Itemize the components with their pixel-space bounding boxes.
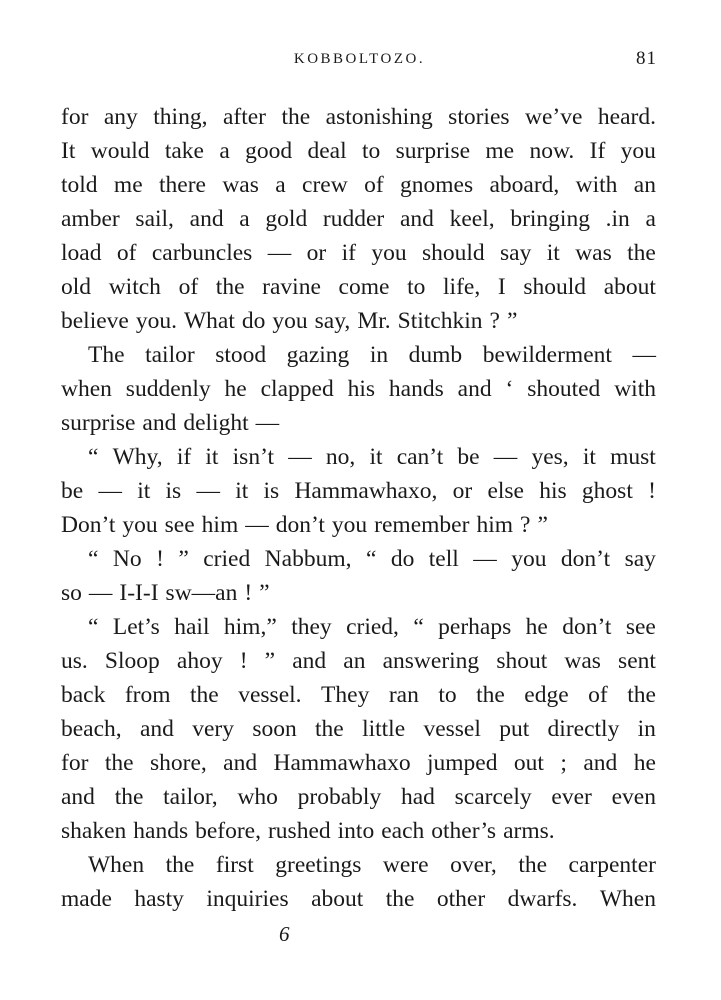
text-line: When the first greetings were over, the carpenter — [88, 852, 656, 878]
text-line: Don’t you see him — don’t you remember him ? ” — [61, 512, 548, 538]
text-line: beach, and very soon the little vessel put directly in — [61, 716, 656, 742]
page-number: 81 — [636, 48, 657, 69]
text-line: amber sail, and a gold rudder and keel, bringing .in a — [61, 206, 656, 232]
text-line: load of carbuncles — or if you should say it was the — [61, 240, 656, 266]
text-line: for the shore, and Hammawhaxo jumped out ; and he — [61, 750, 656, 776]
text-line: “ No ! ” cried Nabbum, “ do tell — you don’t say — [88, 546, 656, 572]
text-line: told me there was a crew of gnomes aboard, with an — [61, 172, 656, 198]
text-line: “ Why, if it isn’t — no, it can’t be — yes, it must — [88, 444, 656, 470]
text-line: believe you. What do you say, Mr. Stitchkin ? ” — [61, 308, 518, 334]
text-line: The tailor stood gazing in dumb bewilderment — — [88, 342, 656, 368]
text-line: and the tailor, who probably had scarcely ever even — [61, 784, 656, 810]
text-line: when suddenly he clapped his hands and ʻ shouted with — [61, 376, 656, 402]
text-line: us. Sloop ahoy ! ” and an answering shout was sent — [61, 648, 656, 674]
text-line: for any thing, after the astonishing stories we’ve heard. — [61, 104, 656, 130]
signature-mark: 6 — [279, 922, 290, 946]
text-line: shaken hands before, rushed into each other’s arms. — [61, 818, 555, 844]
running-head — [62, 48, 657, 72]
text-line: old witch of the ravine come to life, I should about — [61, 274, 656, 300]
body-text — [61, 100, 656, 916]
running-title: KOBBOLTOZO. — [293, 51, 426, 67]
text-line: so — I-I-I sw—an ! ” — [61, 580, 270, 606]
text-line: back from the vessel. They ran to the edge of the — [61, 682, 656, 708]
text-line: “ Let’s hail him,” they cried, “ perhaps he don’t see — [88, 614, 656, 640]
text-line: be — it is — it is Hammawhaxo, or else his ghost ! — [61, 478, 656, 504]
text-line: surprise and delight — — [61, 410, 280, 436]
text-line: made hasty inquiries about the other dwarfs. When — [61, 886, 656, 912]
text-line: It would take a good deal to surprise me now. If you — [61, 138, 656, 164]
